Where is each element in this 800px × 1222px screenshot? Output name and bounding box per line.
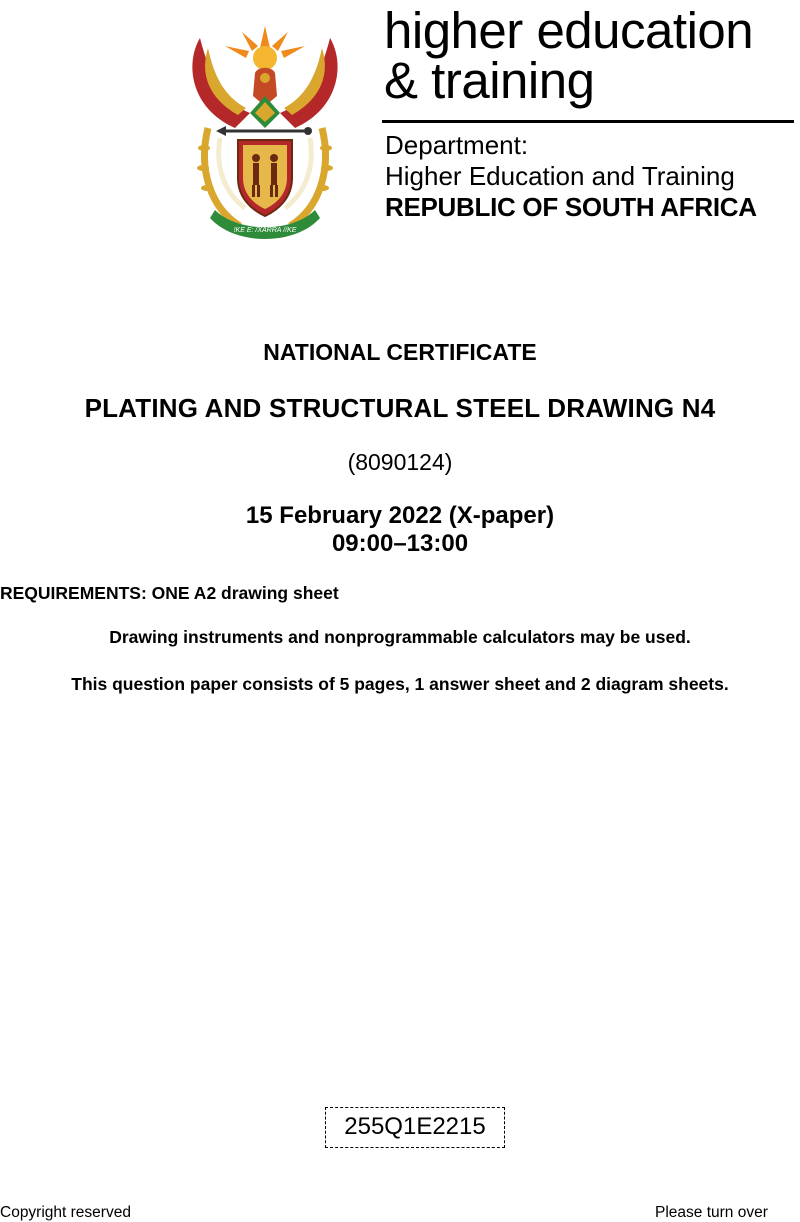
brand-line-1: higher education — [384, 2, 754, 59]
exam-date-block — [0, 502, 800, 558]
exam-date: 15 February 2022 (X-paper) — [245, 502, 555, 529]
requirements-text: REQUIREMENTS: ONE A2 drawing sheet — [0, 583, 339, 603]
coat-of-arms-icon — [180, 18, 350, 246]
department-label: Department: — [385, 130, 529, 160]
brand-line-2: & training — [384, 52, 595, 109]
footer-turn-over: Please turn over — [655, 1204, 768, 1221]
instruction-page-count: This question paper consists of 5 pages, 1 answer sheet and 2 diagram sheets. — [71, 674, 729, 694]
country-name: REPUBLIC OF SOUTH AFRICA — [385, 192, 757, 222]
subject-code: (8090124) — [347, 449, 453, 475]
paper-id-box: 255Q1E2215 — [325, 1107, 505, 1148]
exam-time: 09:00–13:00 — [331, 530, 469, 557]
coat-motto-text: !KE E: /XARRA //KE — [233, 227, 297, 234]
brand-divider — [382, 120, 794, 123]
certificate-title: NATIONAL CERTIFICATE — [263, 339, 537, 365]
department-block — [385, 130, 800, 223]
department-name: Higher Education and Training — [385, 161, 735, 191]
subject-title: PLATING AND STRUCTURAL STEEL DRAWING N4 — [84, 393, 716, 423]
footer-copyright: Copyright reserved — [0, 1204, 131, 1221]
instruction-instruments: Drawing instruments and nonprogrammable calculators may be used. — [109, 627, 691, 647]
brand-title — [384, 2, 794, 109]
